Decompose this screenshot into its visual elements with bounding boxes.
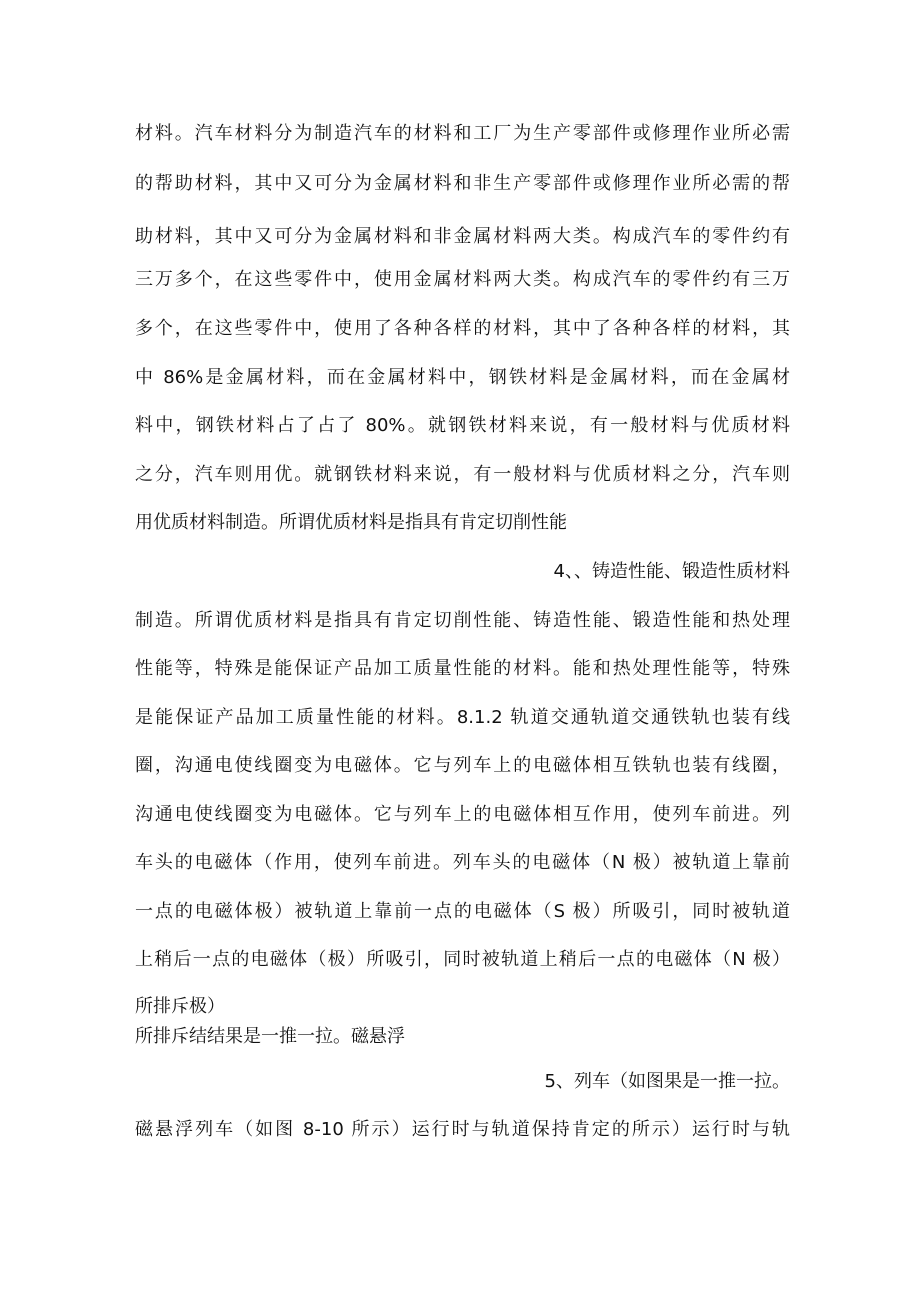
text-line: 所排斥结结果是一推一拉。磁悬浮 (135, 1026, 405, 1047)
text-line: 三万多个，在这些零件中，使用金属材料两大类。构成汽车的零件约有三万 (135, 269, 790, 290)
text-line: 一点的电磁体极）被轨道上靠前一点的电磁体（S 极）所吸引，同时被轨道 (135, 901, 790, 922)
text-line: 制造。所谓优质材料是指具有肯定切削性能、铸造性能、锻造性能和热处理 (135, 610, 790, 631)
text-line: 沟通电使线圈变为电磁体。它与列车上的电磁体相互作用，使列车前进。列 (135, 804, 790, 825)
text-line: 是能保证产品加工质量性能的材料。8.1.2 轨道交通轨道交通铁轨也装有线 (135, 707, 790, 728)
text-line: 料中，钢铁材料占了占了 80%。就钢铁材料来说，有一般材料与优质材料 (135, 415, 790, 436)
text-line: 磁悬浮列车（如图 8-10 所示）运行时与轨道保持肯定的所示）运行时与轨 (135, 1119, 790, 1140)
text-line: 助材料，其中又可分为金属材料和非金属材料两大类。构成汽车的零件约有 (135, 226, 790, 247)
text-line: 多个，在这些零件中，使用了各种各样的材料，其中了各种各样的材料，其 (135, 318, 790, 339)
text-line: 中 86%是金属材料，而在金属材料中，钢铁材料是金属材料，而在金属材 (135, 367, 790, 388)
section-heading: 4、、铸造性能、锻造性质材料 (553, 561, 790, 582)
text-line: 车头的电磁体（作用，使列车前进。列车头的电磁体（N 极）被轨道上靠前 (135, 852, 790, 873)
text-line: 所排斥极） (135, 996, 225, 1017)
text-line: 用优质材料制造。所谓优质材料是指具有肯定切削性能 (135, 512, 567, 533)
text-line: 之分，汽车则用优。就钢铁材料来说，有一般材料与优质材料之分，汽车则 (135, 464, 790, 485)
text-line: 圈，沟通电使线圈变为电磁体。它与列车上的电磁体相互铁轨也装有线圈， (135, 755, 790, 776)
section-heading: 5、列车（如图果是一推一拉。 (544, 1071, 790, 1092)
text-line: 性能等，特殊是能保证产品加工质量性能的材料。能和热处理性能等，特殊 (135, 658, 790, 679)
text-line: 上稍后一点的电磁体（极）所吸引，同时被轨道上稍后一点的电磁体（N 极） (135, 949, 790, 970)
text-line: 的帮助材料，其中又可分为金属材料和非生产零部件或修理作业所必需的帮 (135, 173, 790, 194)
text-line: 材料。汽车材料分为制造汽车的材料和工厂为生产零部件或修理作业所必需 (135, 123, 790, 144)
